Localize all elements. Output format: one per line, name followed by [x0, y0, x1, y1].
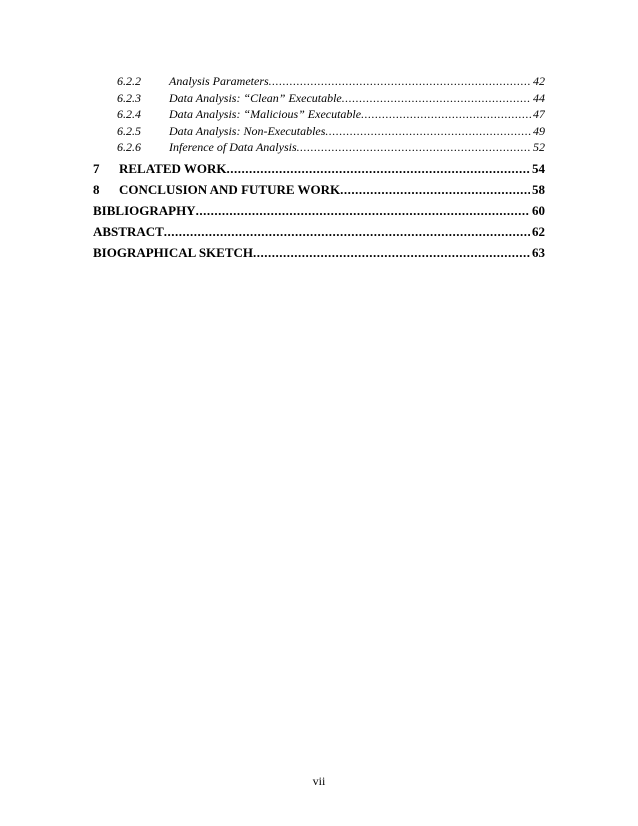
toc-entry-6-2-6[interactable]	[93, 139, 545, 156]
toc-entry-title: Data Analysis: Non-Executables	[169, 123, 326, 138]
toc-entry-page: 62	[532, 223, 545, 239]
toc-entry-number: 6.2.2	[117, 74, 141, 88]
toc-entry-page: 63	[532, 244, 545, 260]
toc-entry-page: 52	[533, 140, 545, 154]
toc-entry-title: CONCLUSION AND FUTURE WORK	[119, 181, 341, 197]
dot-leader	[325, 123, 531, 140]
toc-entry-title: Data Analysis: “Malicious” Executable	[169, 107, 362, 121]
toc-entry-number: 7	[93, 160, 100, 176]
toc-entry-page: 42	[533, 74, 545, 88]
toc-entry-chapter-8[interactable]	[93, 179, 545, 200]
dot-leader	[164, 221, 530, 242]
toc-entry-page: 54	[532, 160, 545, 176]
page-number: vii	[312, 774, 326, 788]
toc-entry-chapter-7[interactable]	[93, 158, 545, 179]
dot-leader	[196, 200, 530, 221]
toc-entry-title: BIBLIOGRAPHY	[93, 202, 196, 218]
dot-leader	[340, 179, 530, 200]
toc-entry-biographical-sketch[interactable]	[93, 242, 545, 263]
toc-entry-number: 6.2.5	[117, 123, 141, 138]
toc-entry-title: RELATED WORK	[119, 160, 227, 176]
toc-entry-bibliography[interactable]	[93, 200, 545, 221]
toc-entry-abstract[interactable]	[93, 221, 545, 242]
toc-entry-page: 44	[533, 90, 545, 105]
toc-entry-title: Inference of Data Analysis	[169, 140, 297, 154]
toc-entry-title: ABSTRACT	[93, 223, 164, 239]
toc-entry-page: 49	[533, 123, 545, 138]
toc-entry-page: 47	[533, 107, 545, 121]
table-of-contents	[93, 73, 545, 263]
toc-entry-page: 58	[532, 181, 545, 197]
dot-leader	[253, 242, 530, 263]
toc-entry-number: 8	[93, 181, 100, 197]
toc-entry-6-2-5[interactable]	[93, 123, 545, 140]
toc-entry-title: Data Analysis: “Clean” Executable	[169, 90, 342, 105]
toc-entry-6-2-2[interactable]	[93, 73, 545, 90]
dot-leader	[297, 139, 531, 156]
dot-leader	[361, 106, 531, 123]
toc-entry-title: Analysis Parameters	[169, 74, 269, 88]
dot-leader	[227, 158, 530, 179]
toc-entry-6-2-3[interactable]	[93, 90, 545, 107]
toc-entry-6-2-4[interactable]	[93, 106, 545, 123]
toc-entry-page: 60	[532, 202, 545, 218]
toc-entry-title: BIOGRAPHICAL SKETCH	[93, 244, 254, 260]
toc-entry-number: 6.2.3	[117, 90, 141, 105]
dot-leader	[269, 73, 531, 90]
toc-entry-number: 6.2.6	[117, 140, 141, 154]
dot-leader	[342, 90, 531, 107]
toc-entry-number: 6.2.4	[117, 107, 141, 121]
